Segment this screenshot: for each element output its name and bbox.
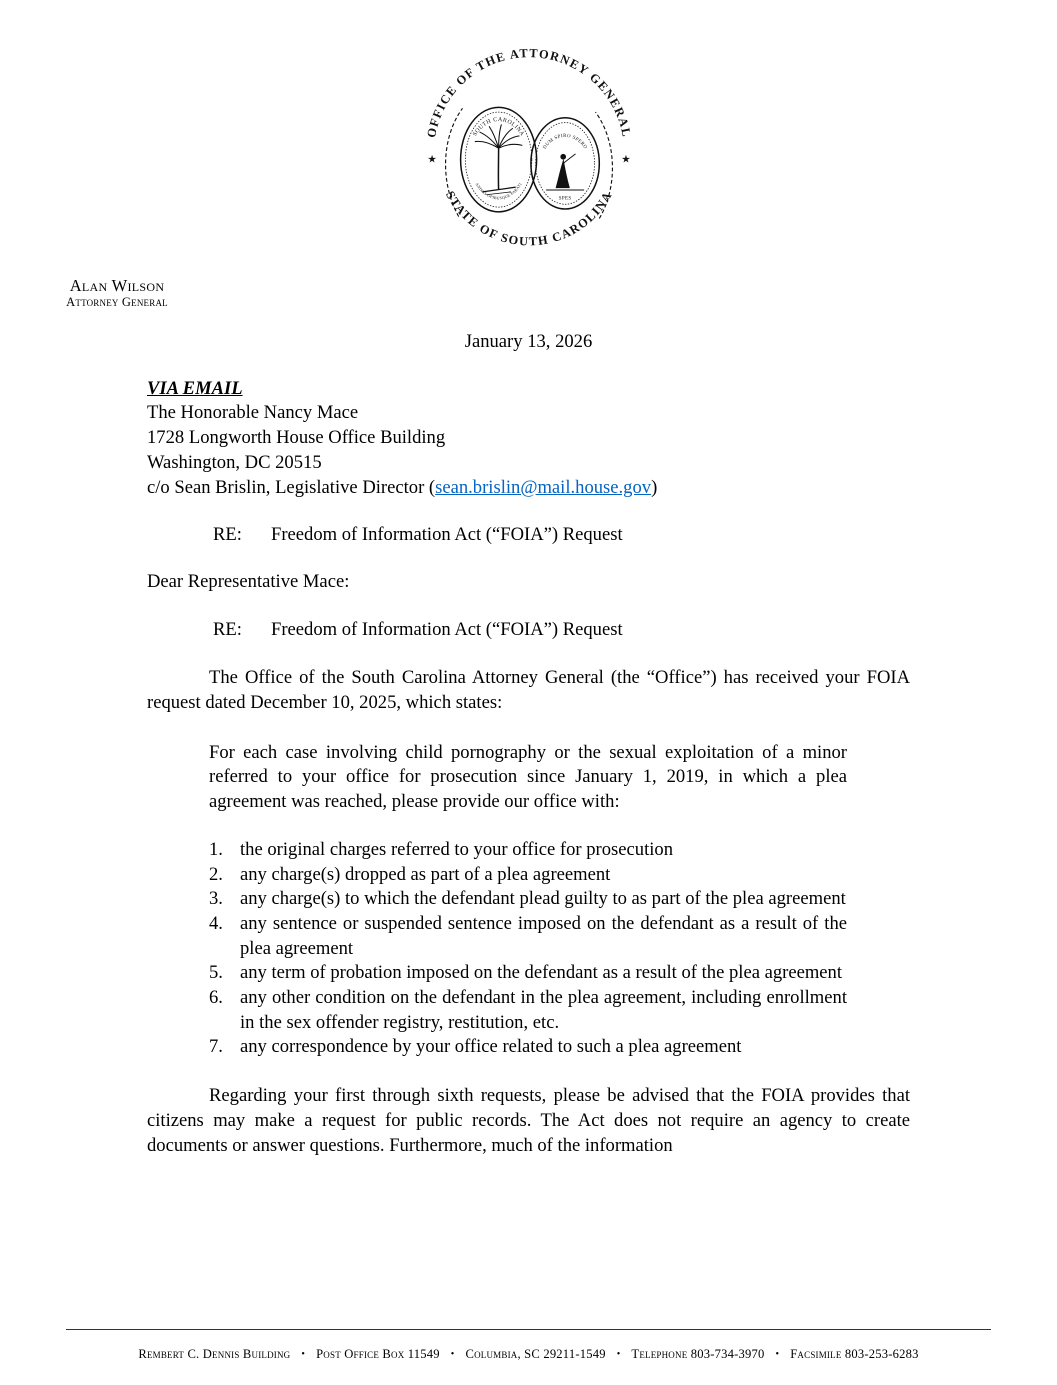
letter-content bbox=[147, 330, 910, 1158]
star-icon: ★ bbox=[426, 154, 437, 166]
palmetto-tree-icon bbox=[474, 124, 521, 194]
seal-right-oval-motto: SPES bbox=[558, 196, 571, 202]
letterhead bbox=[0, 0, 1057, 330]
seal-right-oval-top-text: DUM SPIRO SPERO bbox=[542, 133, 588, 151]
footer-po-box: Post Office Box 11549 bbox=[316, 1347, 440, 1361]
seal-ring-bottom-text: STATE OF SOUTH CAROLINA bbox=[442, 188, 615, 249]
paragraph-response: Regarding your first through sixth requests, please be advised that the FOIA provides that citizens may make a request for public records. The Act does not require an agency to create documents or answer questions. Furthermore, much of the information bbox=[147, 1085, 910, 1156]
re-line-1 bbox=[213, 523, 910, 548]
bullet-separator-icon: • bbox=[301, 1349, 306, 1360]
recipient-address bbox=[147, 401, 910, 500]
seal-right-oval bbox=[530, 118, 598, 209]
official-name: Alan Wilson bbox=[69, 276, 165, 295]
seal-ring bbox=[424, 46, 634, 139]
attorney-general-seal bbox=[415, 38, 643, 266]
recipient-street: 1728 Longworth House Office Building bbox=[147, 427, 446, 449]
salutation: Dear Representative Mace: bbox=[147, 570, 350, 592]
seal-left-oval-bottom-text: ANIMIS OPIBUSQUE PARATI bbox=[474, 181, 523, 201]
footer-facsimile: Facsimile 803-253-6283 bbox=[790, 1347, 919, 1361]
recipient-city-state-zip: Washington, DC 20515 bbox=[147, 451, 322, 473]
star-icon: ★ bbox=[620, 154, 631, 166]
request-item: any term of probation imposed on the defendant as a result of the plea agreement bbox=[240, 962, 843, 984]
email-link[interactable]: sean.brislin@mail.house.gov bbox=[435, 476, 652, 498]
care-of-line bbox=[147, 476, 910, 501]
footer-city-zip: Columbia, SC 29211-1549 bbox=[465, 1347, 606, 1361]
hope-figure-icon bbox=[546, 154, 584, 190]
request-item: any sentence or suspended sentence imposed on the defendant as a result of the plea agreement bbox=[240, 912, 847, 959]
footer-divider bbox=[66, 1329, 991, 1330]
bullet-separator-icon: • bbox=[616, 1349, 621, 1360]
footer-telephone: Telephone 803-734-3970 bbox=[631, 1347, 765, 1361]
seal-left-oval-top-text: SOUTH CAROLINA bbox=[471, 116, 525, 138]
seal-graphic bbox=[415, 38, 643, 266]
request-item: the original charges referred to your office for prosecution bbox=[240, 838, 673, 860]
request-item: any charge(s) to which the defendant plead guilty to as part of the plea agreement bbox=[240, 888, 846, 910]
care-of-text: c/o Sean Brislin, Legislative Director ( bbox=[147, 476, 436, 498]
bullet-separator-icon: • bbox=[775, 1349, 780, 1360]
request-list bbox=[209, 838, 847, 1060]
footer bbox=[0, 1347, 1057, 1362]
recipient-name: The Honorable Nancy Mace bbox=[147, 402, 359, 424]
footer-building: Rembert C. Dennis Building bbox=[138, 1347, 291, 1361]
re-line-2 bbox=[213, 618, 910, 643]
svg-text:DUM SPIRO SPERO bbox=[542, 134, 587, 151]
paragraph-intro: The Office of the South Carolina Attorney General (the “Office”) has received your FOIA request dated December 10, 2025, which states: bbox=[147, 667, 910, 714]
request-item: any charge(s) dropped as part of a plea agreement bbox=[240, 863, 611, 885]
letter-date: January 13, 2026 bbox=[464, 331, 593, 352]
re-subject: Freedom of Information Act (“FOIA”) Request bbox=[271, 618, 623, 640]
seal-ring-top-text: OFFICE OF THE ATTORNEY GENERAL bbox=[423, 46, 634, 139]
quoted-request-intro: For each case involving child pornography or the sexual exploitation of a minor referred to your office for prosecution since January 1, 2019, in which a plea agreement was reached, please provide our office with: bbox=[209, 741, 847, 813]
seal-ring bbox=[443, 189, 615, 249]
re-label: RE: bbox=[213, 524, 242, 546]
re-subject: Freedom of Information Act (“FOIA”) Request bbox=[271, 524, 623, 546]
re-label: RE: bbox=[213, 618, 242, 640]
care-of-close-paren: ) bbox=[651, 476, 658, 498]
bullet-separator-icon: • bbox=[450, 1349, 455, 1360]
official-title: Attorney General bbox=[66, 295, 168, 309]
delivery-method: VIA EMAIL bbox=[147, 377, 243, 399]
request-item: any correspondence by your office related to such a plea agreement bbox=[240, 1036, 742, 1058]
signatory-block bbox=[48, 276, 186, 310]
request-item: any other condition on the defendant in the plea agreement, including enrollment in the sex offender registry, restitution, etc. bbox=[240, 987, 847, 1033]
